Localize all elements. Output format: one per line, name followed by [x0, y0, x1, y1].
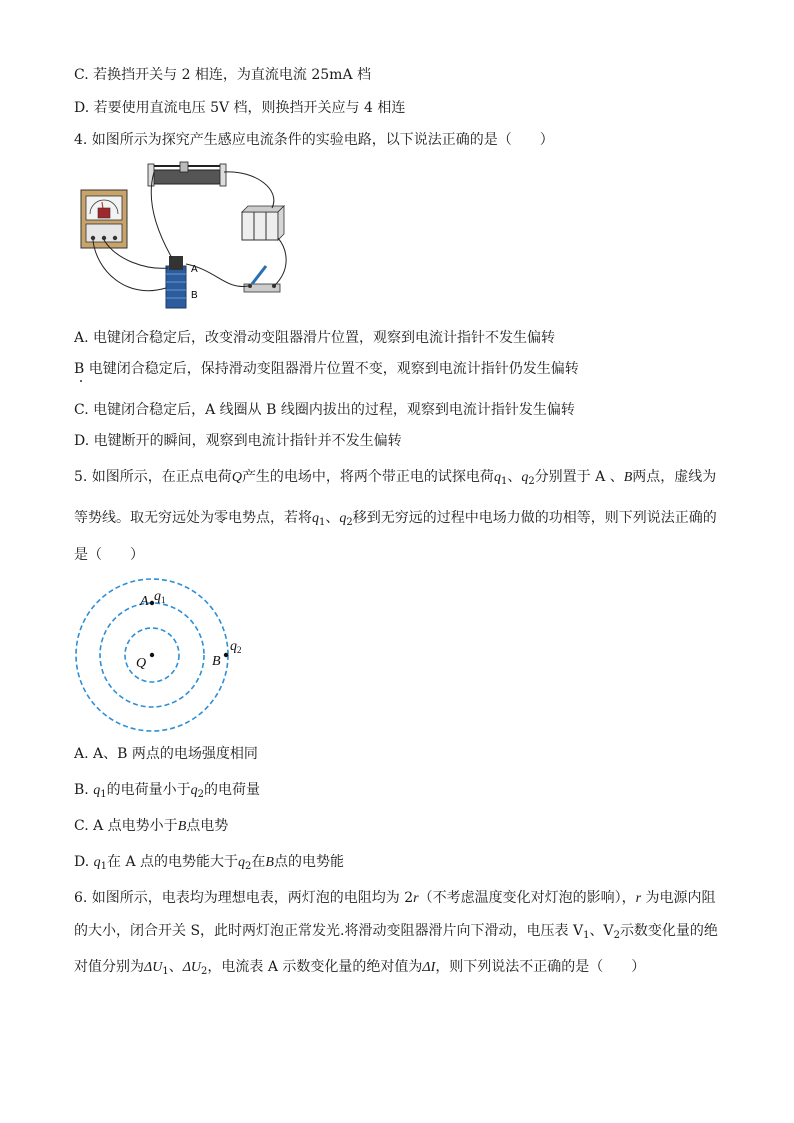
q5-option-a: A. A、B 两点的电场强度相同	[74, 746, 258, 762]
label-a: A	[140, 594, 149, 609]
label-q2-sub: 2	[237, 645, 242, 655]
label-q1: q	[154, 589, 161, 604]
rheostat-icon	[148, 162, 226, 186]
q5-stem-line1: 5. 如图所示，在正点电荷Q产生的电场中，将两个带正电的试探电荷$q_1$、$q_2$分别置于 A 、B两点，虚线为	[74, 469, 717, 487]
coil-icon	[166, 256, 186, 308]
stray-dot	[80, 380, 82, 382]
q5-option-b: B. $q_1$的电荷量小于$q_2$的电荷量	[74, 782, 260, 800]
q5-stem-line3: 是（ ）	[74, 547, 144, 563]
q4-stem: 4. 如图所示为探究产生感应电流条件的实验电路，以下说法正确的是（ ）	[74, 132, 554, 148]
q4-option-c: C. 电键闭合稳定后，A 线圈从 B 线圈内拔出的过程，观察到电流计指针发生偏转	[74, 402, 575, 418]
galvanometer-icon	[81, 190, 127, 248]
q4-option-b: B 电键闭合稳定后，保持滑动变阻器滑片位置不变，观察到电流计指针仍发生偏转	[74, 361, 579, 377]
q3-option-c: C. 若换挡开关与 2 相连，为直流电流 25mA 档	[74, 67, 372, 83]
q3-option-d: D. 若要使用直流电压 5V 档，则换挡开关应与 4 相连	[74, 100, 406, 116]
q4-option-a: A. 电键闭合稳定后，改变滑动变阻器滑片位置，观察到电流计指针不发生偏转	[74, 330, 556, 346]
q5-stem-line2: 等势线。取无穷远处为零电势点，若将$q_1$、$q_2$移到无穷远的过程中电场力做的功相等，则下列说法正确的	[74, 510, 717, 528]
coil-b-label: B	[191, 290, 198, 301]
coil-a-label: A	[191, 264, 198, 275]
q6-stem-line3: 对值分别为$\Delta U_1$、$\Delta U_2$，电流表 A 示数变化量的绝对值为ΔI，则下列说法不正确的是（ ）	[74, 959, 646, 977]
q4-option-d: D. 电键断开的瞬间，观察到电流计指针并不发生偏转	[74, 433, 402, 449]
point-b	[224, 653, 228, 657]
label-b: B	[212, 654, 221, 669]
q6-stem-line2: 的大小，闭合开关 S，此时两灯泡正常发光.将滑动变阻器滑片向下滑动，电压表 $V_1$、$V_2$示数变化量的绝	[74, 923, 718, 941]
equipotential-figure	[72, 575, 242, 735]
induction-circuit-figure	[76, 160, 292, 312]
q5-option-c: C. A 点电势小于B点电势	[74, 818, 229, 834]
label-q2: q	[230, 639, 237, 654]
q5-option-d: D. $q_1$在 A 点的电势能大于$q_2$在B点的电势能	[74, 854, 344, 872]
label-q: Q	[136, 656, 147, 671]
switch-icon	[244, 266, 280, 292]
label-q1-sub: 1	[161, 595, 166, 605]
charge-q-point	[150, 653, 154, 657]
q6-stem-line1: 6. 如图所示，电表均为理想电表，两灯泡的电阻均为 2r（不考虑温度变化对灯泡的影响），r 为电源内阻	[74, 890, 716, 906]
battery-icon	[242, 206, 284, 240]
